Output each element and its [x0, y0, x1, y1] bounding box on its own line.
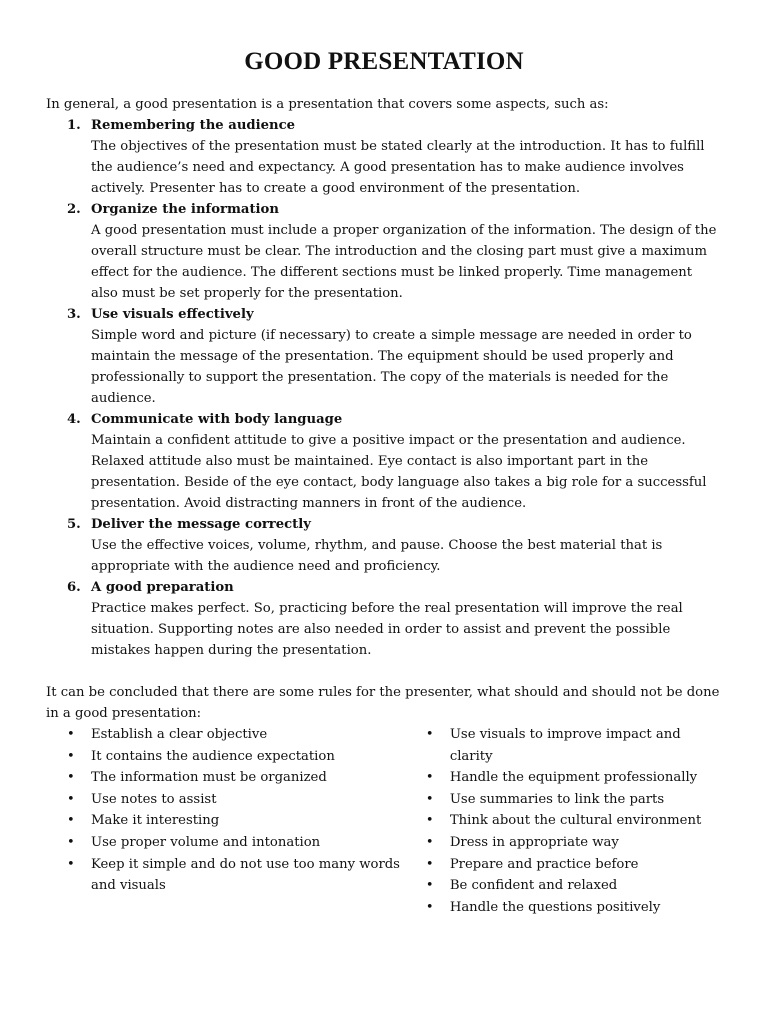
aspect-item [46, 577, 722, 661]
bullet-icon: • [67, 856, 75, 872]
rule-text: Handle the equipment professionally [449, 770, 698, 786]
aspect-heading: Deliver the message correctly [91, 517, 311, 532]
rule-item [46, 767, 405, 789]
rule-text: It contains the audience expectation [91, 748, 335, 764]
aspect-body: A good presentation must include a proper organization of the information. The design of the overall structure must be clear. The introduction and the closing part must give a maximum effect for the audience. The different sections must be linked properly. Time management also must be set properly for the presentation. [91, 223, 717, 301]
aspect-number: 2. [67, 202, 81, 217]
rule-text: Handle the questions positively [449, 899, 661, 915]
rule-item [46, 746, 405, 768]
rule-item [405, 854, 722, 876]
rule-item [405, 897, 722, 919]
bullet-icon: • [425, 899, 434, 915]
rule-item [46, 810, 405, 832]
rule-text: Prepare and practice before [449, 856, 639, 872]
aspect-heading: Communicate with body language [91, 412, 343, 427]
bullet-icon: • [67, 834, 75, 850]
bullet-icon: • [425, 856, 434, 872]
bullet-icon: • [425, 878, 434, 894]
aspect-number: 6. [67, 580, 81, 595]
aspect-heading: A good preparation [91, 580, 234, 595]
bullet-icon: • [425, 727, 434, 742]
bullet-icon: • [67, 727, 75, 742]
bullet-icon: • [425, 834, 434, 850]
rule-text: Use summaries to link the parts [449, 791, 665, 807]
bullet-icon: • [425, 770, 434, 786]
bullet-icon: • [67, 791, 75, 807]
aspect-item [46, 199, 722, 304]
aspect-number: 4. [67, 412, 81, 427]
rule-text: Think about the cultural environment [449, 813, 702, 829]
aspect-heading: Use visuals effectively [91, 307, 254, 322]
rule-text: Be confident and relaxed [449, 878, 618, 894]
rule-item [46, 724, 405, 746]
bullet-icon: • [67, 748, 75, 764]
rule-item [405, 810, 722, 832]
rule-text: Establish a clear objective [91, 727, 268, 742]
rule-item [405, 724, 722, 767]
rule-text: Keep it simple and do not use too many words and visuals [91, 856, 400, 894]
aspect-number: 3. [67, 307, 81, 322]
bullet-icon: • [425, 813, 434, 829]
rule-item [405, 767, 722, 789]
aspect-body: The objectives of the presentation must be stated clearly at the introduction. It has to fulfill the audience’s need and expectancy. A good presentation has to make audience involves actively. Presenter has to create a good environment of the presentation. [91, 139, 705, 196]
aspect-body: Practice makes perfect. So, practicing before the real presentation will improve the real situation. Supporting notes are also needed in order to assist and prevent the possible mistakes happen during the presentation. [91, 601, 683, 658]
rule-item [46, 832, 405, 854]
rule-text: Dress in appropriate way [449, 834, 619, 850]
rule-text: Make it interesting [91, 813, 220, 829]
rule-item [46, 854, 405, 897]
rules-lists [46, 724, 722, 918]
rule-text: Use visuals to improve impact and clarity [449, 727, 681, 764]
rule-text: Use notes to assist [91, 791, 217, 807]
aspect-body: Simple word and picture (if necessary) to create a simple message are needed in order to maintain the message of the presentation. The equipment should be used properly and professionally to support the presentation. The copy of the materials is needed for the audience. [91, 328, 692, 406]
conclusion-paragraph: It can be concluded that there are some rules for the presenter, what should and should not be done in a good presentation: [46, 685, 720, 721]
rule-item [46, 789, 405, 811]
rule-text: Use proper volume and intonation [91, 834, 321, 850]
bullet-icon: • [425, 791, 434, 807]
aspect-item [46, 115, 722, 199]
rules-list-left [46, 724, 405, 918]
aspect-item [46, 514, 722, 577]
aspect-heading: Organize the information [91, 202, 279, 217]
rule-text: The information must be organized [91, 770, 327, 786]
intro-paragraph: In general, a good presentation is a presentation that covers some aspects, such as: [46, 97, 609, 112]
aspect-item [46, 304, 722, 409]
rule-item [405, 789, 722, 811]
aspect-number: 5. [67, 517, 81, 532]
aspect-item [46, 409, 722, 514]
bullet-icon: • [67, 770, 75, 786]
aspect-number: 1. [67, 118, 81, 133]
aspect-body: Use the effective voices, volume, rhythm, and pause. Choose the best material that is appropriate with the audience need and proficiency. [91, 538, 663, 574]
bullet-icon: • [67, 813, 75, 829]
rule-item [405, 875, 722, 897]
rule-item [405, 832, 722, 854]
page-title: GOOD PRESENTATION [244, 48, 524, 75]
aspect-heading: Remembering the audience [91, 118, 296, 133]
aspects-list [46, 115, 722, 661]
rules-list-right [405, 724, 722, 918]
aspect-body: Maintain a confident attitude to give a positive impact or the presentation and audience. Relaxed attitude also must be maintained. Eye contact is also important part in the presentation. Beside of the eye contact, body language also takes a big role for a successful presentation. Avoid distracting manners in front of the audience. [91, 433, 707, 511]
